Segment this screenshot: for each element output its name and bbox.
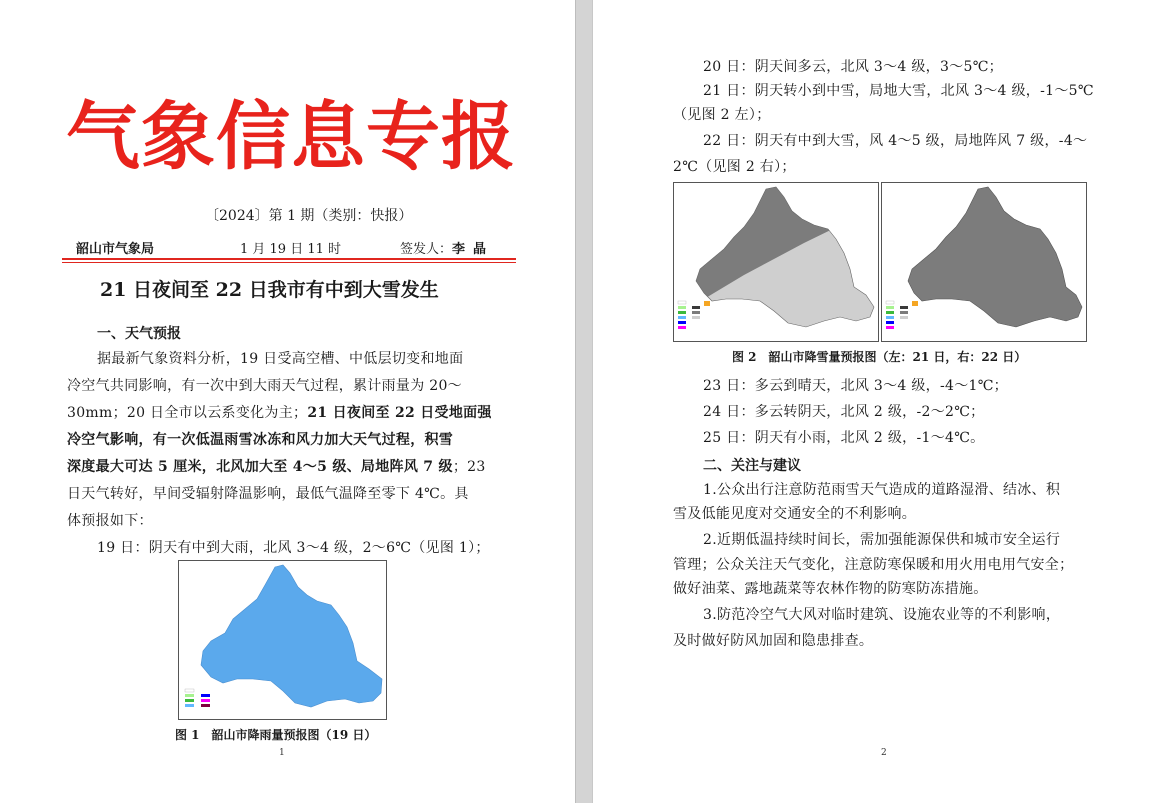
- forecast-day-23: 23 日：多云到晴天，北风 3～4 级，-4～1℃；: [703, 378, 1008, 394]
- paragraph-line: 体预报如下：: [67, 513, 153, 529]
- forecast-day-21: 21 日：阴天转小到中雪，局地大雪，北风 3～4 级，-1～5℃: [703, 83, 1094, 99]
- page-number: 1: [279, 748, 285, 758]
- headline: 21 日夜间至 22 日我市有中到大雪发生: [100, 279, 439, 301]
- advice-2-cont2: 做好油菜、露地蔬菜等农林作物的防寒防冻措施。: [673, 581, 988, 597]
- forecast-day-21-cont: （见图 2 左）；: [673, 107, 771, 123]
- paragraph-bold-text: 深度最大可达 5 厘米，北风加大至 4～5 级、局地阵风 7 级: [67, 459, 453, 475]
- issue-number: 〔2024〕第 1 期（类别：快报）: [205, 208, 413, 224]
- advice-2-cont: 管理；公众关注天气变化，注意防寒保暖和用火用电用气安全；: [673, 557, 1074, 573]
- paragraph-line: [67, 404, 492, 422]
- page-number: 2: [881, 748, 887, 758]
- advice-3: 3.防范冷空气大风对临时建筑、设施农业等的不利影响，: [703, 607, 1061, 623]
- figure-1-caption: 图 1 韶山市降雨量预报图（19 日）: [175, 728, 377, 742]
- issue-datetime: 1 月 19 日 11 时: [240, 242, 342, 257]
- advice-2: 2.近期低温持续时间长，需加强能源保供和城市安全运行: [703, 532, 1061, 548]
- shaoshan-region-rain: [201, 565, 382, 707]
- section-heading-forecast: 一、天气预报: [97, 326, 181, 342]
- red-divider-line-thin: [62, 262, 516, 263]
- snowfall-map-day21: [673, 182, 879, 342]
- figure-2-caption: 图 2 韶山市降雪量预报图（左：21 日，右：22 日）: [732, 350, 1027, 364]
- forecast-day-19: 19 日：阴天有中到大雨，北风 3～4 级，2～6℃（见图 1）；: [97, 540, 490, 556]
- forecast-day-22-cont: 2℃（见图 2 右）；: [673, 159, 796, 175]
- forecast-day-20: 20 日：阴天间多云，北风 3～4 级，3～5℃；: [703, 59, 1003, 75]
- paragraph-line: [67, 458, 486, 476]
- signer-label: 签发人：: [400, 242, 453, 257]
- paragraph-line: 日天气转好，早间受辐射降温影响，最低气温降至零下 4℃。具: [67, 486, 469, 502]
- forecast-day-24: 24 日：多云转阴天，北风 2 级，-2～2℃；: [703, 404, 985, 420]
- document-page-2: [593, 0, 1166, 803]
- advice-1-cont: 雪及低能见度对交通安全的不利影响。: [673, 506, 917, 522]
- snow-heavy-area: [908, 187, 1082, 327]
- document-page-1: [0, 0, 575, 803]
- paragraph-text: 30mm；20 日全市以云系变化为主；: [67, 405, 308, 421]
- section-heading-advice: 二、关注与建议: [703, 458, 801, 474]
- forecast-day-22: 22 日：阴天有中到大雪，风 4～5 级，局地阵风 7 级，-4～: [703, 133, 1088, 149]
- rainfall-forecast-map: [178, 560, 387, 720]
- paragraph-bold-line: 冷空气影响，有一次低温雨雪冰冻和风力加大天气过程，积雪: [67, 432, 454, 448]
- signer-name: 李晶: [452, 242, 495, 257]
- issuing-bureau: 韶山市气象局: [76, 242, 155, 257]
- masthead-title: 气象信息专报: [66, 94, 516, 180]
- snowfall-map-day22: [881, 182, 1087, 342]
- snowfall-map-day22-graphic: [882, 183, 1086, 341]
- advice-3-cont: 及时做好防风加固和隐患排查。: [673, 633, 874, 649]
- paragraph-text: ；23: [452, 459, 486, 475]
- signer: [400, 238, 494, 257]
- page-gap: [575, 0, 593, 803]
- advice-1: 1.公众出行注意防范雨雪天气造成的道路湿滑、结冰、积: [703, 482, 1061, 498]
- rainfall-map-graphic: [179, 561, 386, 719]
- paragraph-line: 据最新气象资料分析，19 日受高空槽、中低层切变和地面: [97, 351, 464, 367]
- forecast-day-25: 25 日：阴天有小雨，北风 2 级，-1～4℃。: [703, 430, 985, 446]
- paragraph-bold-text: 21 日夜间至 22 日受地面强: [307, 405, 492, 421]
- snowfall-map-day21-graphic: [674, 183, 878, 341]
- red-divider-line: [62, 258, 516, 260]
- paragraph-line: 冷空气共同影响，有一次中到大雨天气过程，累计雨量为 20～: [67, 378, 462, 394]
